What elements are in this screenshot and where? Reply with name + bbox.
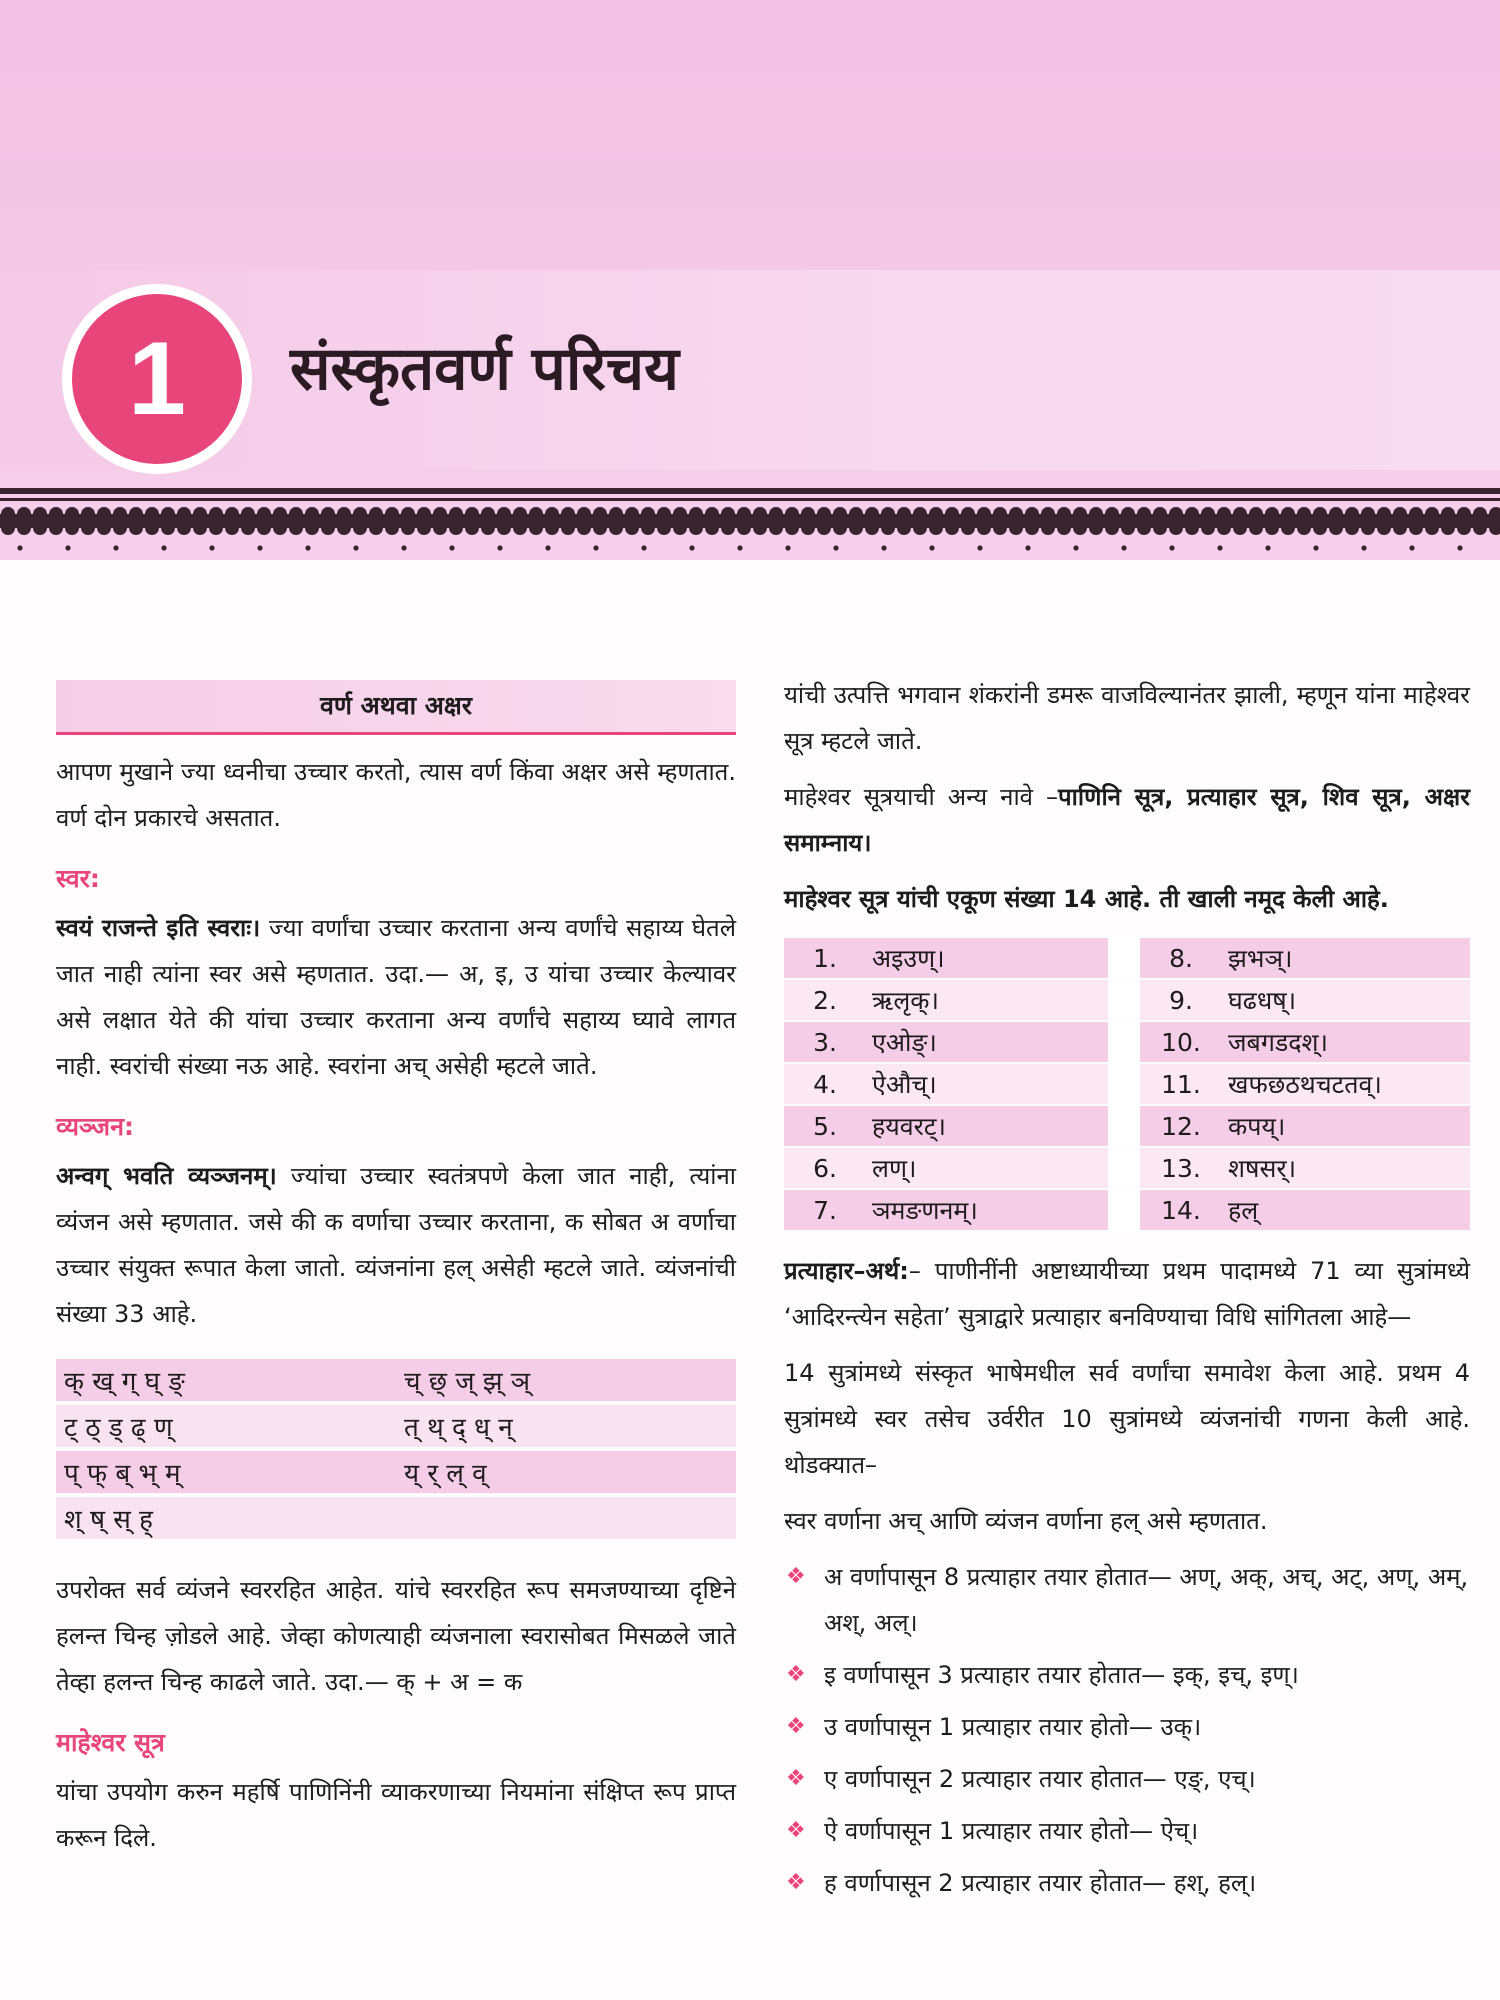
sutra-text: खफछठथचटतव्। — [1222, 1064, 1470, 1104]
border-dot — [1217, 545, 1222, 550]
table-cell: क् ख् ग् घ् ङ् — [56, 1359, 396, 1401]
table-row — [56, 1497, 736, 1539]
table-cell: श् ष् स् ह् — [56, 1497, 396, 1539]
scallop-mark — [769, 521, 783, 535]
scallop-mark — [625, 521, 639, 535]
scallop-mark — [1265, 521, 1279, 535]
list-item-text: ए वर्णापासून 2 प्रत्याहार तयार होतात— एङ्, एच्। — [824, 1765, 1256, 1793]
pratyahar-list — [784, 1554, 1470, 1906]
scallop-mark — [1297, 521, 1311, 535]
scallop-mark — [801, 521, 815, 535]
scallop-mark — [753, 521, 767, 535]
pratyahar-text: – पाणीनींनी अष्टाध्यायीच्या प्रथम पादामध्ये 71 व्या सुत्रांमध्ये ‘आदिरन्त्येन सहेता’ सुत्राद्वारे प्रत्याहार बनविण्याचा विधि सांगितला आहे— — [784, 1257, 1470, 1331]
scallop-mark — [1361, 521, 1375, 535]
border-dot — [1073, 545, 1078, 550]
border-dot — [1313, 545, 1318, 550]
sutra-number: 14. — [1140, 1190, 1222, 1230]
scallop-mark — [1409, 521, 1423, 535]
table-cell: प् फ् ब् भ् म् — [56, 1451, 396, 1493]
sutra-number: 1. — [784, 938, 866, 978]
scallop-mark — [929, 521, 943, 535]
scallop-mark — [1, 521, 15, 535]
scallop-mark — [689, 521, 703, 535]
diamond-cluster-icon: ❖ — [786, 1564, 806, 1589]
swar-label: स्वर: — [56, 864, 100, 893]
scallop-mark — [785, 521, 799, 535]
sutra-number: 5. — [784, 1106, 866, 1146]
list-item — [784, 1704, 1470, 1750]
scallop-mark — [369, 521, 383, 535]
scallop-mark — [609, 521, 623, 535]
scallop-mark — [1009, 521, 1023, 535]
table-gap — [1108, 938, 1140, 978]
border-dot — [17, 545, 22, 550]
table-gap — [1108, 1106, 1140, 1146]
scallop-mark — [305, 521, 319, 535]
scallop-mark — [817, 521, 831, 535]
sutra-text: हल् — [1222, 1190, 1470, 1230]
intro-paragraph: आपण मुखाने ज्या ध्वनीचा उच्चार करतो, त्यास वर्ण किंवा अक्षर असे म्हणतात. वर्ण दोन प्रकारचे असतात. — [56, 758, 736, 832]
vyanjan-sutra: अन्वग् भवति व्यञ्जनम्। — [56, 1162, 277, 1190]
table-row — [784, 980, 1470, 1020]
sutra-text: अइउण्। — [866, 938, 1108, 978]
scallop-mark — [65, 521, 79, 535]
table-gap — [1108, 1064, 1140, 1104]
right-column — [784, 672, 1470, 1912]
scallop-mark — [513, 521, 527, 535]
scallop-mark — [1233, 521, 1247, 535]
border-dot — [977, 545, 982, 550]
diamond-cluster-icon: ❖ — [786, 1714, 806, 1739]
sutra-number: 6. — [784, 1148, 866, 1188]
sutra-number: 2. — [784, 980, 866, 1020]
table-cell: च् छ् ज् झ् ञ् — [396, 1359, 736, 1401]
sutra-text: एओङ्। — [866, 1022, 1108, 1062]
scallop-mark — [721, 521, 735, 535]
scallop-mark — [49, 521, 63, 535]
scallop-mark — [1041, 521, 1055, 535]
scallop-mark — [1169, 521, 1183, 535]
scallop-mark — [897, 521, 911, 535]
border-dot — [545, 545, 550, 550]
border-dot — [1409, 545, 1414, 550]
list-item — [784, 1808, 1470, 1854]
section-heading-varna: वर्ण अथवा अक्षर — [56, 680, 736, 735]
chapter-number: 1 — [72, 294, 242, 464]
scallop-mark — [1313, 521, 1327, 535]
scallop-mark — [1281, 521, 1295, 535]
scallop-mark — [1201, 521, 1215, 535]
border-dot — [65, 545, 70, 550]
table-row — [784, 1106, 1470, 1146]
scallop-mark — [529, 521, 543, 535]
sutra-number: 7. — [784, 1190, 866, 1230]
border-dot — [929, 545, 934, 550]
diamond-cluster-icon: ❖ — [786, 1662, 806, 1687]
sutra-number: 10. — [1140, 1022, 1222, 1062]
table-row — [56, 1405, 736, 1447]
ach-hal-paragraph: स्वर वर्णाना अच् आणि व्यंजन वर्णाना हल् असे म्हणतात. — [784, 1507, 1268, 1535]
scallop-mark — [497, 521, 511, 535]
table-row — [784, 1022, 1470, 1062]
border-dot — [593, 545, 598, 550]
sutra-text: घढधष्। — [1222, 980, 1470, 1020]
scallop-mark — [961, 521, 975, 535]
scallop-mark — [337, 521, 351, 535]
scallop-mark — [849, 521, 863, 535]
scallop-mark — [81, 521, 95, 535]
scallop-mark — [561, 521, 575, 535]
swar-sutra: स्वयं राजन्ते इति स्वराः। — [56, 914, 261, 942]
scallop-mark — [1249, 521, 1263, 535]
border-dot — [257, 545, 262, 550]
scallop-mark — [113, 521, 127, 535]
list-item — [784, 1554, 1470, 1646]
pratyahar-heading: प्रत्याहार–अर्थ: — [784, 1257, 909, 1285]
list-item-text: इ वर्णापासून 3 प्रत्याहार तयार होतात— इक्, इच्, इण्। — [824, 1661, 1299, 1689]
sutra-number: 8. — [1140, 938, 1222, 978]
scallop-mark — [945, 521, 959, 535]
sutra-text: लण्। — [866, 1148, 1108, 1188]
sutra-text: ञमङणनम्। — [866, 1190, 1108, 1230]
sutra-number: 11. — [1140, 1064, 1222, 1104]
maheshwar-paragraph: यांचा उपयोग करुन महर्षि पाणिनिंनी व्याकरणाच्या नियमांना संक्षिप्त रूप प्राप्त करून दिले. — [56, 1778, 736, 1852]
chapter-number-badge — [62, 284, 252, 474]
border-dot — [449, 545, 454, 550]
summary-paragraph: 14 सुत्रांमध्ये संस्कृत भाषेमधील सर्व वर्णांचा समावेश केला आहे. प्रथम 4 सुत्रांमध्ये स्वर तसेच उर्वरीत 10 सुत्रांमध्ये व्यंजनांची गणना केली आहे. थोडक्यात– — [784, 1359, 1470, 1479]
scallop-mark — [353, 521, 367, 535]
vyanjan-paragraph — [56, 1153, 736, 1337]
scallop-mark — [129, 521, 143, 535]
scallop-mark — [193, 521, 207, 535]
scallop-mark — [545, 521, 559, 535]
pratyahar-paragraph — [784, 1248, 1470, 1340]
scallop-mark — [657, 521, 671, 535]
scallop-mark — [33, 521, 47, 535]
other-names-prefix: माहेश्वर सूत्रयाची अन्य नावे – — [784, 783, 1059, 811]
vyanjan-label: व्यञ्जन: — [56, 1112, 134, 1141]
scallop-mark — [1393, 521, 1407, 535]
sutra-number: 3. — [784, 1022, 866, 1062]
table-row — [56, 1359, 736, 1401]
scallop-mark — [1025, 521, 1039, 535]
scallop-mark — [1217, 521, 1231, 535]
scallop-mark — [1473, 521, 1487, 535]
scallop-mark — [1057, 521, 1071, 535]
chapter-header — [0, 0, 1500, 560]
other-names-bold: पाणिनि सूत्र, प्रत्याहार सूत्र, शिव सूत्र, अक्षर समाम्नाय। — [784, 783, 1470, 857]
scallop-mark — [1185, 521, 1199, 535]
scallop-mark — [433, 521, 447, 535]
scallop-mark — [977, 521, 991, 535]
scallop-mark — [481, 521, 495, 535]
sutra-text: जबगडदश्। — [1222, 1022, 1470, 1062]
scallop-mark — [1089, 521, 1103, 535]
left-column — [56, 680, 736, 1871]
border-dot — [401, 545, 406, 550]
sutra-text: झभञ्। — [1222, 938, 1470, 978]
border-dot — [1457, 545, 1462, 550]
scallop-mark — [241, 521, 255, 535]
scalloped-border — [0, 480, 1500, 560]
scallop-mark — [673, 521, 687, 535]
swar-paragraph — [56, 905, 736, 1089]
other-names-paragraph — [784, 774, 1470, 866]
origin-paragraph: यांची उत्पत्ति भगवान शंकरांनी डमरू वाजविल्यानंतर झाली, म्हणून यांना माहेश्वर सूत्र म्हटले जाते. — [784, 681, 1470, 755]
border-dot — [113, 545, 118, 550]
scallop-mark — [209, 521, 223, 535]
border-dot — [785, 545, 790, 550]
scallop-mark — [593, 521, 607, 535]
sutra-text: कपय्। — [1222, 1106, 1470, 1146]
table-row — [784, 1148, 1470, 1188]
list-item — [784, 1652, 1470, 1698]
scallop-mark — [993, 521, 1007, 535]
sutra-count-paragraph: माहेश्वर सूत्र यांची एकूण संख्या 14 आहे. ती खाली नमूद केली आहे. — [784, 885, 1389, 913]
sutra-text: ऐऔच्। — [866, 1064, 1108, 1104]
table-cell — [396, 1497, 736, 1539]
list-item-text: उ वर्णापासून 1 प्रत्याहार तयार होतो— उक्। — [824, 1713, 1202, 1741]
border-dot — [209, 545, 214, 550]
scallop-mark — [161, 521, 175, 535]
table-cell: ट् ठ् ड् ढ् ण् — [56, 1405, 396, 1447]
list-item-text: अ वर्णापासून 8 प्रत्याहार तयार होतात— अण्, अक्, अच्, अट्, अण्, अम्, अश्, अल्। — [824, 1563, 1469, 1637]
scallop-mark — [1121, 521, 1135, 535]
border-dot — [641, 545, 646, 550]
border-dot — [1265, 545, 1270, 550]
scallop-mark — [1377, 521, 1391, 535]
scallop-mark — [1329, 521, 1343, 535]
scallop-mark — [1441, 521, 1455, 535]
maheshwar-label: माहेश्वर सूत्र — [56, 1728, 165, 1757]
scallop-mark — [705, 521, 719, 535]
scallop-mark — [273, 521, 287, 535]
list-item-text: ऐ वर्णापासून 1 प्रत्याहार तयार होतो— ऐच्। — [824, 1817, 1199, 1845]
scallop-mark — [401, 521, 415, 535]
scallop-mark — [913, 521, 927, 535]
scallop-mark — [449, 521, 463, 535]
diamond-cluster-icon: ❖ — [786, 1818, 806, 1843]
diamond-cluster-icon: ❖ — [786, 1766, 806, 1791]
border-dot — [305, 545, 310, 550]
scallop-mark — [737, 521, 751, 535]
table-row — [784, 1190, 1470, 1230]
scallop-mark — [1425, 521, 1439, 535]
scallop-mark — [1345, 521, 1359, 535]
table-gap — [1108, 980, 1140, 1020]
table-cell: य् र् ल् व् — [396, 1451, 736, 1493]
vyanjan-text: ज्यांचा उच्चार स्वतंत्रपणे केला जात नाही, त्यांना व्यंजन असे म्हणतात. जसे की क वर्णाचा उच्चार करताना, क सोबत अ वर्णाचा उच्चार संयुक्त रूपात केला जातो. व्यंजनांना हल् असेही म्हटले जाते. व्यंजनांची संख्या 33 आहे. — [56, 1162, 736, 1328]
list-item — [784, 1756, 1470, 1802]
table-row — [56, 1451, 736, 1493]
table-cell: त् थ् द् ध् न् — [396, 1405, 736, 1447]
scallop-mark — [865, 521, 879, 535]
consonant-table — [56, 1355, 736, 1543]
border-dot — [1025, 545, 1030, 550]
diamond-cluster-icon: ❖ — [786, 1870, 806, 1895]
border-dot — [497, 545, 502, 550]
scallop-mark — [97, 521, 111, 535]
sutra-text: हयवरट्। — [866, 1106, 1108, 1146]
border-dot — [1169, 545, 1174, 550]
table-row — [784, 1064, 1470, 1104]
scallop-mark — [225, 521, 239, 535]
scallop-mark — [641, 521, 655, 535]
list-item — [784, 1860, 1470, 1906]
chapter-title: संस्कृतवर्ण परिचय — [290, 334, 679, 404]
border-dot — [833, 545, 838, 550]
scallop-mark — [1073, 521, 1087, 535]
scallop-mark — [1153, 521, 1167, 535]
list-item-text: ह वर्णापासून 2 प्रत्याहार तयार होतात— हश्, हल्। — [824, 1869, 1257, 1897]
table-gap — [1108, 1190, 1140, 1230]
scallop-mark — [833, 521, 847, 535]
table-row — [784, 938, 1470, 978]
table-gap — [1108, 1022, 1140, 1062]
scallop-mark — [577, 521, 591, 535]
table-gap — [1108, 1148, 1140, 1188]
border-dot — [1361, 545, 1366, 550]
sutra-number: 4. — [784, 1064, 866, 1104]
sutra-number: 13. — [1140, 1148, 1222, 1188]
scallop-mark — [1105, 521, 1119, 535]
maheshwar-sutra-table — [784, 936, 1470, 1232]
scallop-mark — [17, 521, 31, 535]
scallop-mark — [1137, 521, 1151, 535]
scallop-mark — [321, 521, 335, 535]
border-dot — [1121, 545, 1126, 550]
border-dot — [353, 545, 358, 550]
border-dot — [881, 545, 886, 550]
border-dot — [161, 545, 166, 550]
border-dot — [737, 545, 742, 550]
sutra-text: शषसर्। — [1222, 1148, 1470, 1188]
scallop-mark — [465, 521, 479, 535]
sutra-number: 9. — [1140, 980, 1222, 1020]
sutra-number: 12. — [1140, 1106, 1222, 1146]
sutra-text: ऋलृक्। — [866, 980, 1108, 1020]
scallop-mark — [385, 521, 399, 535]
scallop-mark — [1457, 521, 1471, 535]
border-dot — [689, 545, 694, 550]
scallop-mark — [881, 521, 895, 535]
scallop-mark — [257, 521, 271, 535]
scallop-mark — [145, 521, 159, 535]
scallop-mark — [289, 521, 303, 535]
scallop-mark — [417, 521, 431, 535]
scallop-mark — [177, 521, 191, 535]
halant-paragraph: उपरोक्त सर्व व्यंजने स्वररहित आहेत. यांचे स्वररहित रूप समजण्याच्या दृष्टिने हलन्त चिन्ह ज़ोडले आहे. जेव्हा कोणत्याही व्यंजनाला स्वरासोबत मिसळले जाते तेव्हा हलन्त चिन्ह काढले जाते. उदा.— क् + अ = क — [56, 1576, 736, 1696]
swar-text: ज्या वर्णांचा उच्चार करताना अन्य वर्णांचे सहाय्य घेतले जात नाही त्यांना स्वर असे म्हणतात. उदा.— अ, इ, उ यांचा उच्चार केल्यावर असे लक्षात येते की यांचा उच्चार करताना अन्य वर्णांचे सहाय्य घ्यावे लागत नाही. स्वरांची संख्या नऊ आहे. स्वरांना अच् असेही म्हटले जाते. — [56, 914, 737, 1080]
